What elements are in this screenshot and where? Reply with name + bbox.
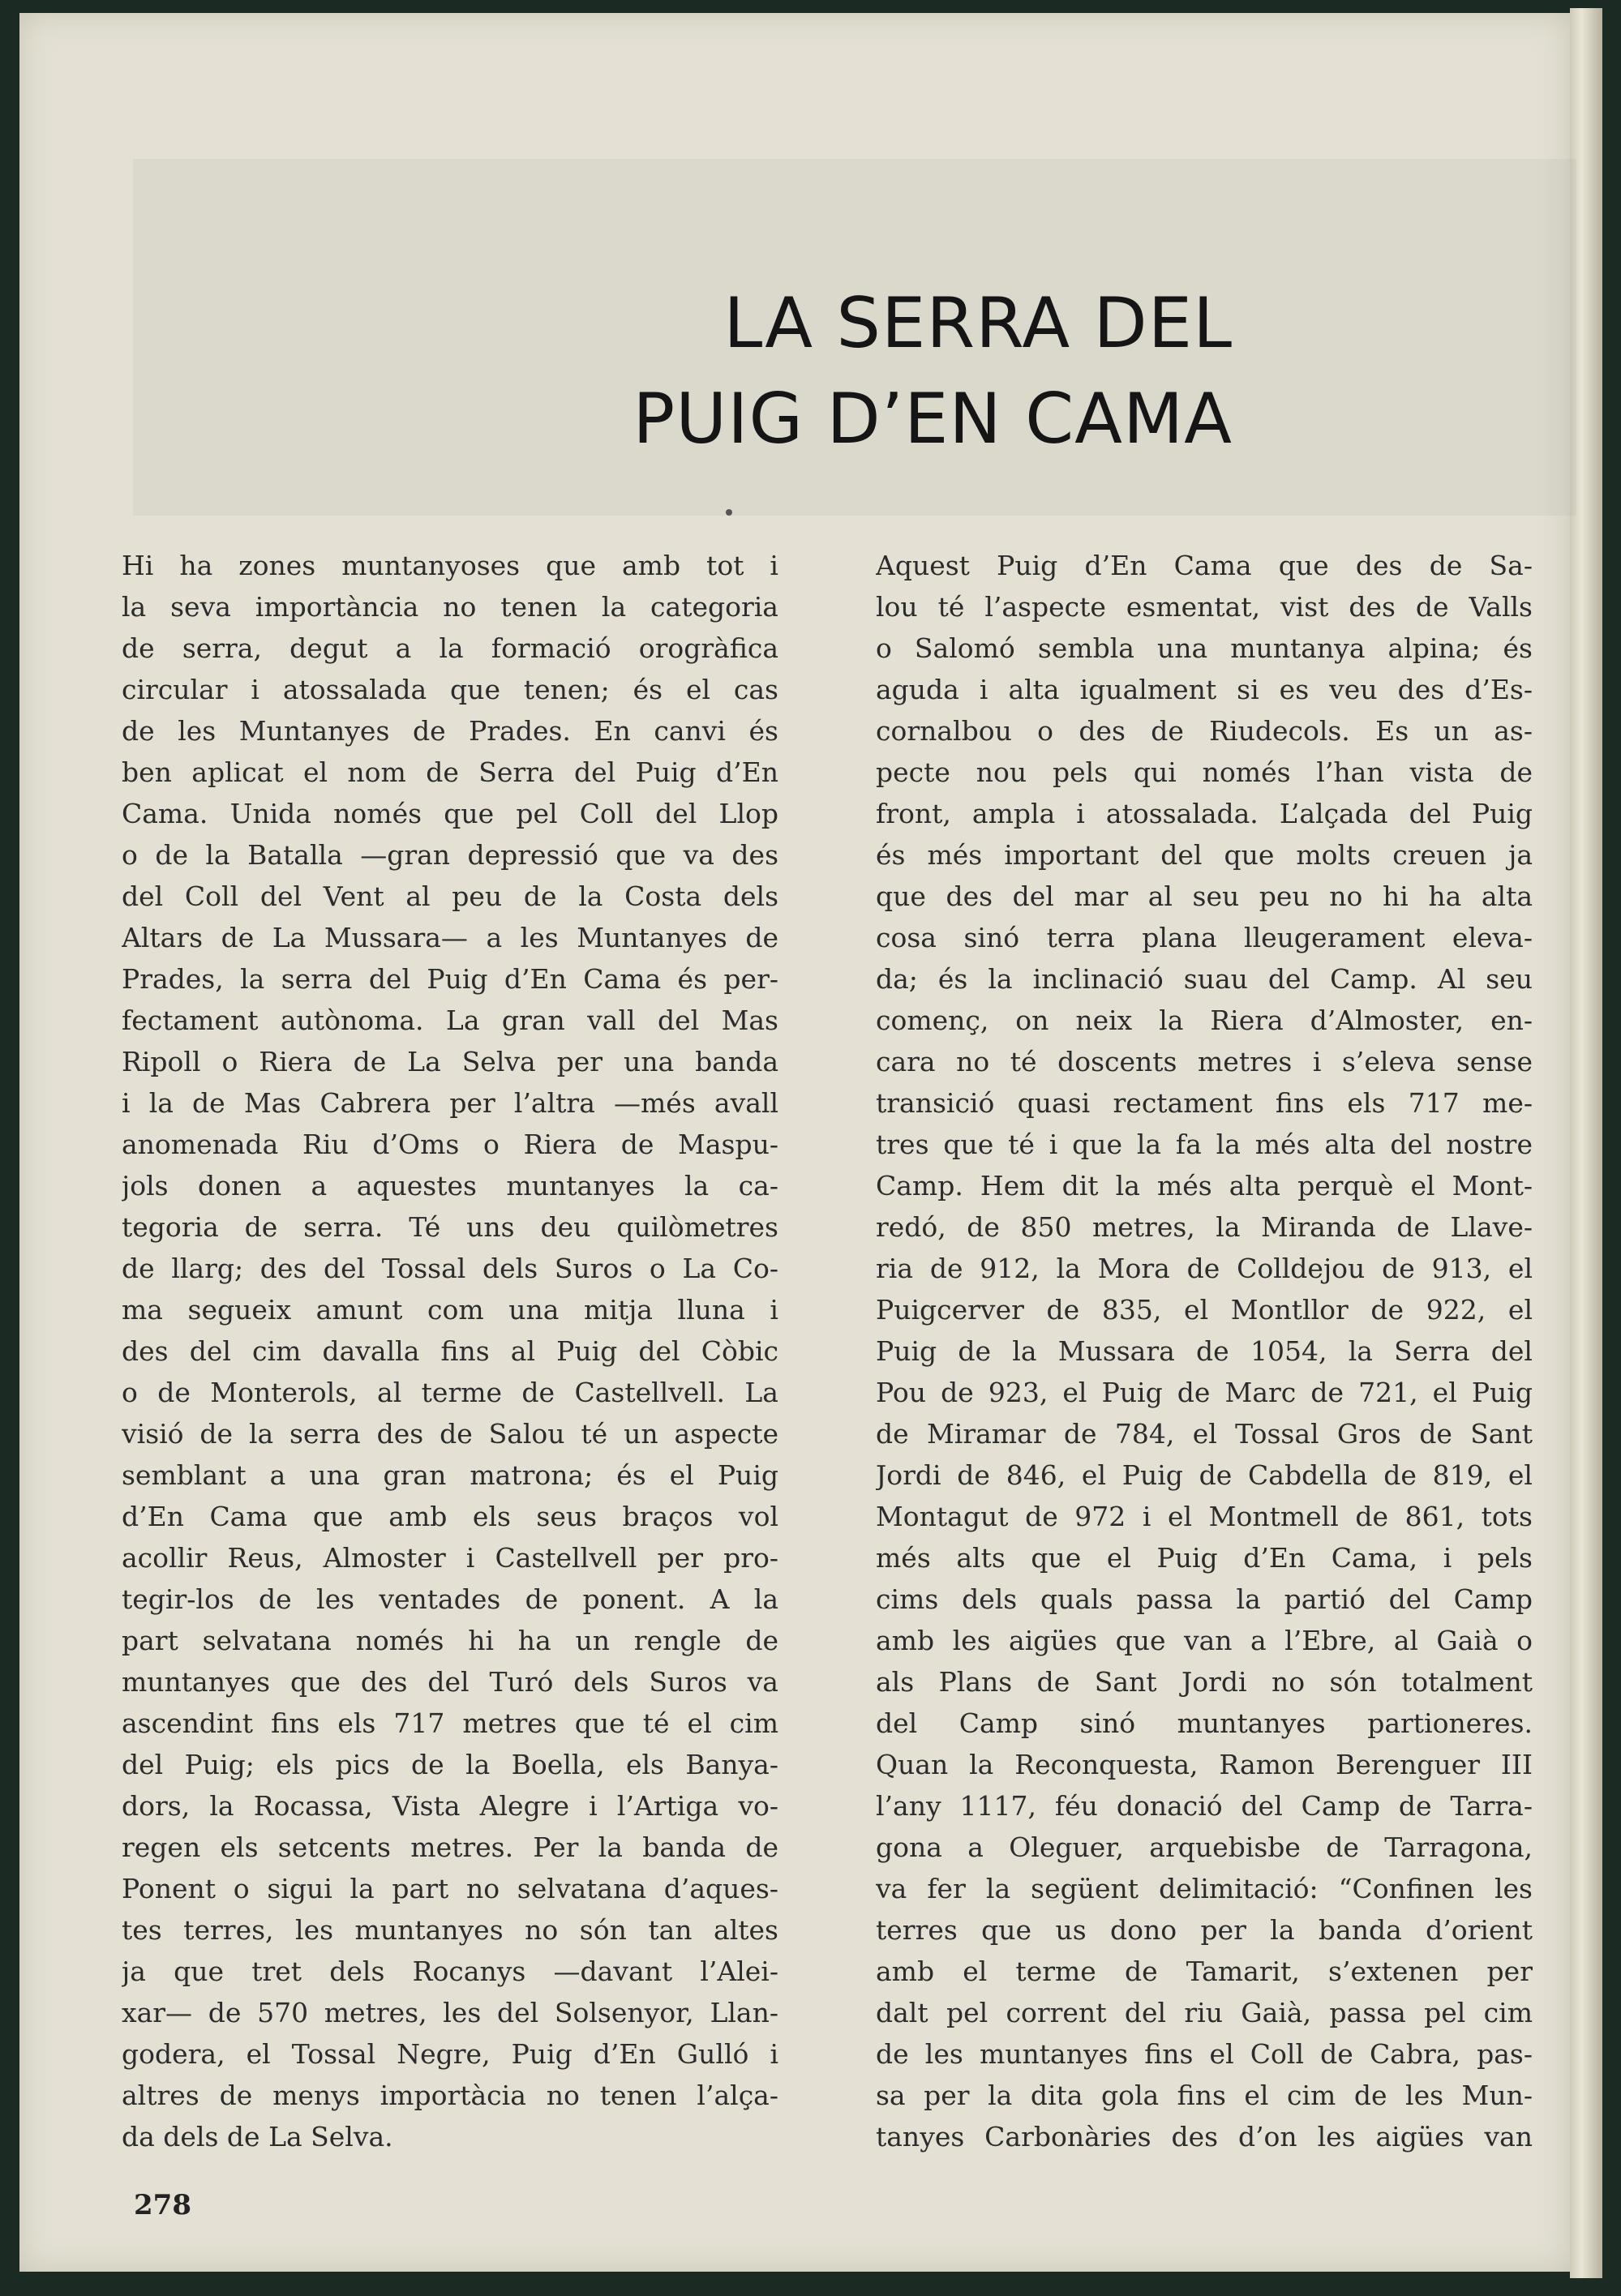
text-line: Camp. Hem dit la més alta perquè el Mont- bbox=[876, 1170, 1533, 1202]
text-line: regen els setcents metres. Per la banda de bbox=[122, 1831, 778, 1863]
text-line: Ponent o sigui la part no selvatana d’aques- bbox=[122, 1873, 778, 1904]
text-line: del Camp sinó muntanyes partioneres. bbox=[876, 1707, 1533, 1739]
text-line: visió de la serra des de Salou té un aspecte bbox=[122, 1418, 778, 1450]
text-line: als Plans de Sant Jordi no són totalment bbox=[876, 1666, 1533, 1698]
text-line: de les Muntanyes de Prades. En canvi és bbox=[122, 715, 778, 747]
text-line: acollir Reus, Almoster i Castellvell per pro- bbox=[122, 1542, 778, 1574]
text-line: redó, de 850 metres, la Miranda de Llave- bbox=[876, 1211, 1533, 1243]
text-line: de Miramar de 784, el Tossal Gros de Sant bbox=[876, 1418, 1533, 1450]
text-line: i la de Mas Cabrera per l’altra —més avall bbox=[122, 1087, 778, 1119]
text-line: començ, on neix la Riera d’Almoster, en- bbox=[876, 1004, 1533, 1036]
text-line: muntanyes que des del Turó dels Suros va bbox=[122, 1666, 778, 1698]
text-line: cosa sinó terra plana lleugerament eleva- bbox=[876, 922, 1533, 953]
text-line: terres que us dono per la banda d’orient bbox=[876, 1914, 1533, 1946]
text-line: Aquest Puig d’En Cama que des de Sa- bbox=[876, 550, 1533, 581]
text-line: fectament autònoma. La gran vall del Mas bbox=[122, 1004, 778, 1036]
text-line: part selvatana només hi ha un rengle de bbox=[122, 1625, 778, 1656]
article-title bbox=[487, 276, 1233, 467]
text-line: ja que tret dels Rocanys —davant l’Alei- bbox=[122, 1955, 778, 1987]
text-line: o de Monterols, al terme de Castellvell. La bbox=[122, 1377, 778, 1408]
text-line: semblant a una gran matrona; és el Puig bbox=[122, 1459, 778, 1491]
text-line: del Puig; els pics de la Boella, els Banya- bbox=[122, 1749, 778, 1780]
text-line: Puigcerver de 835, el Montllor de 922, el bbox=[876, 1294, 1533, 1326]
text-line: ma segueix amunt com una mitja lluna i bbox=[122, 1294, 778, 1326]
text-line: l’any 1117, féu donació del Camp de Tarra- bbox=[876, 1790, 1533, 1822]
text-line: xar— de 570 metres, les del Solsenyor, Llan- bbox=[122, 1997, 778, 2028]
text-line: dalt pel corrent del riu Gaià, passa pel cim bbox=[876, 1997, 1533, 2028]
text-line: o Salomó sembla una muntanya alpina; és bbox=[876, 632, 1533, 664]
text-line: aguda i alta igualment si es veu des d’Es- bbox=[876, 674, 1533, 705]
text-line: Prades, la serra del Puig d’En Cama és per- bbox=[122, 963, 778, 995]
text-line: tes terres, les muntanyes no són tan altes bbox=[122, 1914, 778, 1946]
text-line: da; és la inclinació suau del Camp. Al seu bbox=[876, 963, 1533, 995]
text-line: front, ampla i atossalada. L’alçada del Puig bbox=[876, 798, 1533, 829]
text-line: gona a Oleguer, arquebisbe de Tarragona, bbox=[876, 1831, 1533, 1863]
text-line: va fer la següent delimitació: “Confinen les bbox=[876, 1873, 1533, 1904]
text-line: d’En Cama que amb els seus braços vol bbox=[122, 1501, 778, 1532]
text-line: pecte nou pels qui només l’han vista de bbox=[876, 756, 1533, 788]
ornament-dot bbox=[726, 509, 732, 516]
text-line: circular i atossalada que tenen; és el cas bbox=[122, 674, 778, 705]
text-line: da dels de La Selva. bbox=[122, 2121, 393, 2152]
text-line: de serra, degut a la formació orogràfica bbox=[122, 632, 778, 664]
text-line: tegoria de serra. Té uns deu quilòmetres bbox=[122, 1211, 778, 1243]
text-line: tanyes Carbonàries des d’on les aigües van bbox=[876, 2121, 1533, 2152]
text-line: Altars de La Mussara— a les Muntanyes de bbox=[122, 922, 778, 953]
text-line: Quan la Reconquesta, Ramon Berenguer III bbox=[876, 1749, 1533, 1780]
text-line: transició quasi rectament fins els 717 me- bbox=[876, 1087, 1533, 1119]
text-line: del Coll del Vent al peu de la Costa dels bbox=[122, 880, 778, 912]
text-line: tegir-los de les ventades de ponent. A la bbox=[122, 1583, 778, 1615]
text-line: ria de 912, la Mora de Colldejou de 913, el bbox=[876, 1253, 1533, 1284]
right-column bbox=[876, 545, 1533, 2157]
title-line-1: LA SERRA DEL bbox=[723, 283, 1233, 364]
text-line: dors, la Rocassa, Vista Alegre i l’Artiga vo- bbox=[122, 1790, 778, 1822]
text-line: Puig de la Mussara de 1054, la Serra del bbox=[876, 1335, 1533, 1367]
text-line: cornalbou o des de Riudecols. Es un as- bbox=[876, 715, 1533, 747]
text-line: sa per la dita gola fins el cim de les Mun- bbox=[876, 2080, 1533, 2111]
text-line: Cama. Unida només que pel Coll del Llop bbox=[122, 798, 778, 829]
text-line: amb les aigües que van a l’Ebre, al Gaià o bbox=[876, 1625, 1533, 1656]
text-line: Jordi de 846, el Puig de Cabdella de 819, el bbox=[876, 1459, 1533, 1491]
text-line: cara no té doscents metres i s’eleva sense bbox=[876, 1046, 1533, 1077]
text-line: jols donen a aquestes muntanyes la ca- bbox=[122, 1170, 778, 1202]
text-line: Hi ha zones muntanyoses que amb tot i bbox=[122, 550, 778, 581]
title-line-2: PUIG D’EN CAMA bbox=[633, 379, 1233, 460]
text-line: és més important del que molts creuen ja bbox=[876, 839, 1533, 871]
text-line: ben aplicat el nom de Serra del Puig d’En bbox=[122, 756, 778, 788]
text-line: de llarg; des del Tossal dels Suros o La Co- bbox=[122, 1253, 778, 1284]
text-line: o de la Batalla —gran depressió que va des bbox=[122, 839, 778, 871]
left-column bbox=[122, 545, 778, 2157]
text-line: tres que té i que la fa la més alta del nostre bbox=[876, 1129, 1533, 1160]
text-line: altres de menys importàcia no tenen l’alça- bbox=[122, 2080, 778, 2111]
text-line: lou té l’aspecte esmentat, vist des de Valls bbox=[876, 591, 1533, 623]
text-line: Pou de 923, el Puig de Marc de 721, el Puig bbox=[876, 1377, 1533, 1408]
text-line: que des del mar al seu peu no hi ha alta bbox=[876, 880, 1533, 912]
text-line: anomenada Riu d’Oms o Riera de Maspu- bbox=[122, 1129, 778, 1160]
text-line: amb el terme de Tamarit, s’extenen per bbox=[876, 1955, 1533, 1987]
text-line: des del cim davalla fins al Puig del Còbic bbox=[122, 1335, 778, 1367]
page-number: 278 bbox=[134, 2189, 191, 2221]
text-line: de les muntanyes fins el Coll de Cabra, pas- bbox=[876, 2038, 1533, 2070]
text-line: godera, el Tossal Negre, Puig d’En Gulló i bbox=[122, 2038, 778, 2070]
text-line: ascendint fins els 717 metres que té el cim bbox=[122, 1707, 778, 1739]
text-line: Ripoll o Riera de La Selva per una banda bbox=[122, 1046, 778, 1077]
text-line: Montagut de 972 i el Montmell de 861, tots bbox=[876, 1501, 1533, 1532]
text-line: cims dels quals passa la partió del Camp bbox=[876, 1583, 1533, 1615]
text-line: la seva importància no tenen la categoria bbox=[122, 591, 778, 623]
text-line: més alts que el Puig d’En Cama, i pels bbox=[876, 1542, 1533, 1574]
